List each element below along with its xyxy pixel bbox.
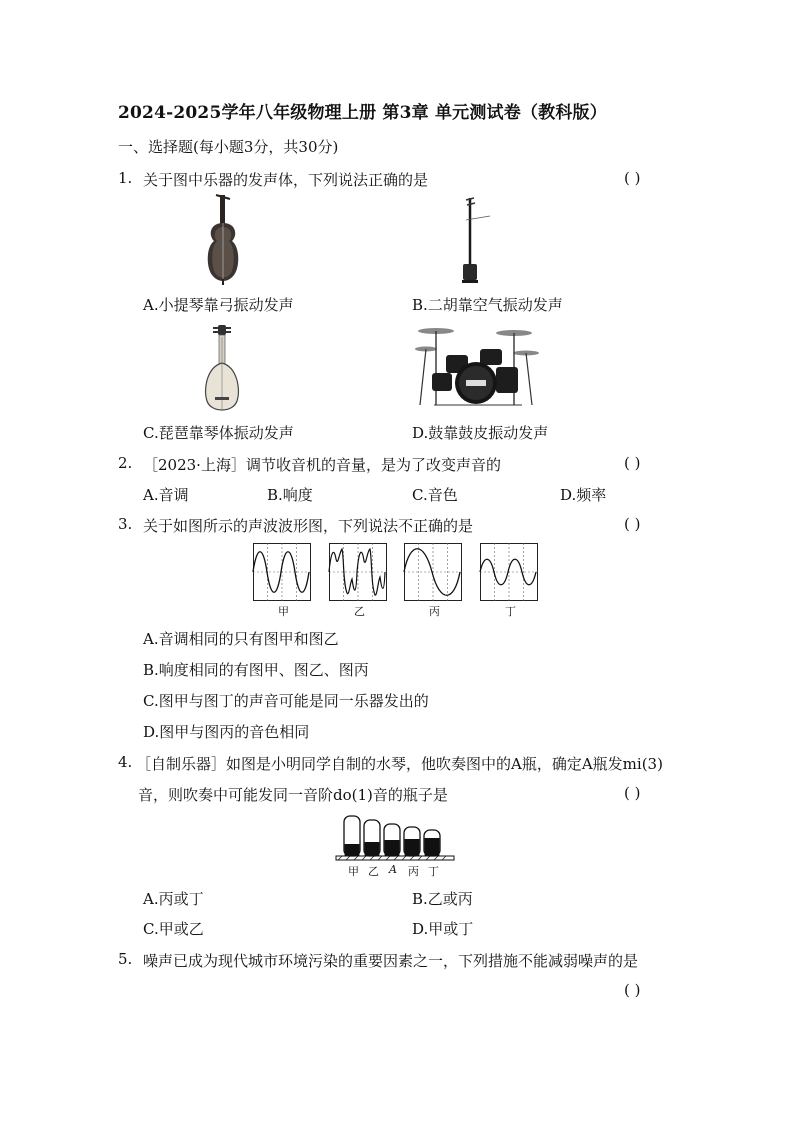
- q3-option-a: A.音调相同的只有图甲和图乙: [143, 630, 339, 648]
- q4-option-b: B.乙或丙: [412, 890, 473, 908]
- q5-answer-blank: ( ): [624, 981, 641, 999]
- q1-option-d: D.鼓靠鼓皮振动发声: [412, 424, 549, 442]
- waveform-yi: [329, 543, 391, 603]
- q1-answer-blank: ( ): [624, 169, 641, 187]
- q4-number: 4.: [118, 753, 133, 771]
- q1-option-b: B.二胡靠空气振动发声: [412, 296, 563, 314]
- q5-stem: 噪声已成为现代城市环境污染的重要因素之一，下列措施不能减弱噪声的是: [143, 952, 639, 970]
- pipa-image: [201, 323, 243, 415]
- q4-option-c: C.甲或乙: [143, 920, 204, 938]
- q3-option-b: B.响度相同的有图甲、图乙、图丙: [143, 661, 369, 679]
- q2-stem: ［2023·上海］调节收音机的音量，是为了改变声音的: [143, 456, 501, 474]
- q3-stem: 关于如图所示的声波波形图，下列说法不正确的是: [143, 517, 474, 535]
- q1-option-c: C.琵琶靠琴体振动发声: [143, 424, 294, 442]
- bottle-label-bing: 丙: [408, 865, 419, 878]
- bottle-label-a: A: [389, 863, 397, 876]
- waveform-jia: [253, 543, 315, 603]
- q2-option-a: A.音调: [143, 486, 189, 504]
- erhu-image: [452, 196, 492, 288]
- bottle-label-yi: 乙: [368, 865, 379, 878]
- q4-stem-line1: ［自制乐器］如图是小明同学自制的水琴，他吹奏图中的A瓶，确定A瓶发mi(3): [136, 755, 663, 773]
- q4-stem-line2: 音，则吹奏中可能发同一音阶do(1)音的瓶子是: [138, 786, 448, 804]
- violin-image: [200, 193, 246, 285]
- waveform-ding: [480, 543, 542, 603]
- section-heading: 一、选择题(每小题3分，共30分): [118, 138, 339, 156]
- q4-option-d: D.甲或丁: [412, 920, 474, 938]
- q2-option-d: D.频率: [560, 486, 607, 504]
- q3-option-d: D.图甲与图丙的音色相同: [143, 723, 310, 741]
- q1-option-a: A.小提琴靠弓振动发声: [143, 296, 294, 314]
- q3-option-c: C.图甲与图丁的声音可能是同一乐器发出的: [143, 692, 429, 710]
- page-title: 2024-2025学年八年级物理上册 第3章 单元测试卷（教科版）: [118, 103, 607, 123]
- drum-kit-image: [414, 323, 542, 407]
- bottle-label-jia: 甲: [348, 865, 359, 878]
- water-bottles-image: [336, 812, 454, 862]
- q5-number: 5.: [118, 950, 133, 968]
- q3-answer-blank: ( ): [624, 515, 641, 533]
- waveform-label-yi: 乙: [354, 605, 365, 618]
- q1-stem: 关于图中乐器的发声体，下列说法正确的是: [143, 171, 429, 189]
- waveform-label-bing: 丙: [429, 605, 440, 618]
- waveform-label-jia: 甲: [278, 605, 289, 618]
- q3-number: 3.: [118, 515, 133, 533]
- q4-option-a: A.丙或丁: [143, 890, 204, 908]
- q2-answer-blank: ( ): [624, 454, 641, 472]
- q2-option-b: B.响度: [267, 486, 313, 504]
- waveform-label-ding: 丁: [505, 605, 516, 618]
- q2-option-c: C.音色: [412, 486, 458, 504]
- q2-number: 2.: [118, 454, 133, 472]
- q1-number: 1.: [118, 169, 133, 187]
- bottle-label-ding: 丁: [428, 865, 439, 878]
- waveform-bing: [404, 543, 466, 603]
- q4-answer-blank: ( ): [624, 784, 641, 802]
